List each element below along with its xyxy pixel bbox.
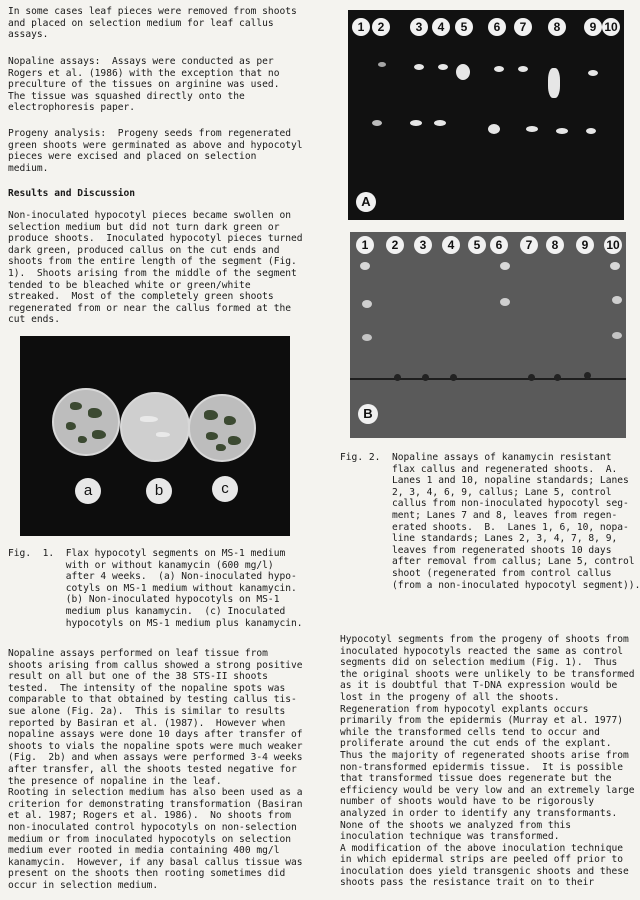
gel-spot	[438, 64, 448, 70]
figure-2-caption: Fig. 2. Nopaline assays of kanamycin resistant flax callus and regenerated shoots. A. Lanes 1 and 10, nopaline standards; Lanes 2, 3, 4, 6, 9, callus; Lane 5, control callus from non-inoculated hypocotyl seg- ment; Lanes 7 and 8, leaves from regen- erated shoots. B. Lanes 1, 6, 10, nopa- line standards; Lanes 2, 3, 4, 7, 8, 9, leaves from regenerated shoots 10 days after removal from callus; Lane 5, control shoot (regenerated from control callus (from a non-inoculated hypocotyl segment)).	[340, 452, 640, 591]
dish-label-c: c	[212, 476, 238, 502]
paragraph-leaf-callus: In some cases leaf pieces were removed from shoots and placed on selection medium for leaf callus assays.	[8, 6, 297, 41]
hypocotyl-segment	[66, 422, 76, 430]
lane-label: 1	[356, 236, 374, 254]
gel-spot	[434, 120, 446, 126]
gel-spot	[488, 124, 500, 134]
gel-spot	[612, 296, 622, 304]
figure-1-photo	[20, 336, 290, 536]
lane-label: 8	[546, 236, 564, 254]
gel-spot	[500, 262, 510, 270]
lane-label: 3	[410, 18, 428, 36]
gel-spot	[586, 128, 596, 134]
paragraph-progeny-analysis: Progeny analysis: Progeny seeds from regenerated green shoots were germinated as above and hypocotyl pieces were excised and placed on selection medium.	[8, 128, 303, 174]
lane-label: 10	[604, 236, 622, 254]
hypocotyl-segment	[70, 402, 82, 410]
hypocotyl-segment	[228, 436, 241, 445]
gel-spot	[610, 262, 620, 270]
gel-spot	[372, 120, 382, 126]
figure-1-caption: Fig. 1. Flax hypocotyl segments on MS-1 medium with or without kanamycin (600 mg/l) after 4 weeks. (a) Non-inoculated hypo- cotyls on MS-1 medium without kanamycin. (b) Non-inoculated hypocotyls on MS-1 medium plus kanamycin. (c) Inoculated hypocotyls on MS-1 medium plus kanamycin.	[8, 548, 303, 629]
panel-label-b: B	[358, 404, 378, 424]
gel-spot	[528, 374, 535, 381]
lane-label: 8	[548, 18, 566, 36]
hypocotyl-segment	[206, 432, 218, 440]
hypocotyl-segment	[88, 408, 102, 418]
lane-label: 7	[514, 18, 532, 36]
gel-panel-b	[350, 232, 626, 438]
paragraph-results-3: Hypocotyl segments from the progeny of shoots from inoculated hypocotyls reacted the same as control segments did on selection medium (Fig. 1). Thus the original shoots were unlikely to be transformed as it is doubtful that T-DNA expression would be lost in the progeny of all the shoots. Regeneration from hypocotyl explants occurs primarily from the epidermis (Murray et al. 1977) while the transformed cells tend to occur and proliferate around the cut ends of the explant. Thus the majority of regenerated shoots arise from non-transformed epidermis tissue. It is possible that transformed tissue does regenerate but the efficiency would be very low and an extremely large number of shoots would have to be rigorously analyzed in order to identify any transformants. None of the shoots we analyzed from this inoculation technique was transformed. A modification of the above inoculation technique in which epidermal strips are peeled off prior to inoculation does yield transgenic shoots and these shoots pass the resistance trait on to their	[340, 634, 635, 889]
lane-label: 1	[352, 18, 370, 36]
gel-spot	[548, 68, 560, 98]
gel-spot	[554, 374, 561, 381]
gel-spot	[518, 66, 528, 72]
gel-spot	[526, 126, 538, 132]
lane-label: 6	[490, 236, 508, 254]
hypocotyl-segment	[78, 436, 87, 443]
hypocotyl-segment	[92, 430, 106, 439]
hypocotyl-segment	[224, 416, 236, 425]
lane-label: 5	[468, 236, 486, 254]
lane-label: 9	[584, 18, 602, 36]
gel-spot	[456, 64, 470, 80]
lane-label: 2	[386, 236, 404, 254]
gel-spot	[450, 374, 457, 381]
gel-spot	[494, 66, 504, 72]
lane-label: 7	[520, 236, 538, 254]
lane-label: 10	[602, 18, 620, 36]
gel-spot	[394, 374, 401, 381]
petri-dish-a	[52, 388, 120, 456]
gel-spot	[422, 374, 429, 381]
gel-spot	[612, 332, 622, 339]
panel-label-a: A	[356, 192, 376, 212]
lane-label: 5	[455, 18, 473, 36]
gel-spot	[556, 128, 568, 134]
lane-label: 3	[414, 236, 432, 254]
lane-label: 9	[576, 236, 594, 254]
petri-dish-c	[188, 394, 256, 462]
gel-spot	[360, 262, 370, 270]
gel-spot	[362, 300, 372, 308]
section-heading-results: Results and Discussion	[8, 188, 136, 199]
paragraph-results-2: Nopaline assays performed on leaf tissue from shoots arising from callus showed a strong positive result on all but one of the 38 STS-II shoots tested. The intensity of the nopaline spots was comparable to that obtained by testing callus tis- sue alone (Fig. 2a). This is similar to results reported by Basiran et al. (1987). However when nopaline assays were done 10 days after transfer of shoots to vials the nopaline spots were much weaker (Fig. 2b) and when assays were performed 3-4 weeks after transfer, all the shoots tested negative for the presence of nopaline in the leaf. Rooting in selection medium has also been used as a criterion for demonstrating transformation (Basiran et al. 1987; Rogers et al. 1986). No shoots from non-inoculated control hypocotyls on non-selection medium or from inoculated hypocotyls on selection medium ever rooted in media containing 400 mg/l kanamycin. However, if any basal callus tissue was present on the shoots then rooting sometimes did occur in selection medium.	[8, 648, 303, 891]
lane-label: 6	[488, 18, 506, 36]
lane-label: 4	[432, 18, 450, 36]
hypocotyl-segment	[216, 444, 226, 451]
lane-label: 2	[372, 18, 390, 36]
petri-dish-b	[120, 392, 190, 462]
gel-spot	[410, 120, 422, 126]
gel-spot	[500, 298, 510, 306]
paragraph-results-1: Non-inoculated hypocotyl pieces became swollen on selection medium but did not turn dark green or produce shoots. Inoculated hypocotyl pieces turned dark green, produced callus on the cut ends and shoots from the entire length of the segment (Fig. 1). Shoots arising from the middle of the segment tended to be bleached white or green/white streaked. Most of the completely green shoots regenerated from or near the callus formed at the cut ends.	[8, 210, 303, 326]
gel-spot	[584, 372, 591, 379]
gel-spot	[588, 70, 598, 76]
paragraph-nopaline-assays: Nopaline assays: Assays were conducted as per Rogers et al. (1986) with the exception that no preculture of the tissues on arginine was used. The tissue was squashed directly onto the electrophoresis paper.	[8, 56, 280, 114]
gel-spot	[378, 62, 386, 67]
lane-label: 4	[442, 236, 460, 254]
hypocotyl-segment	[140, 416, 158, 422]
hypocotyl-segment	[204, 410, 218, 420]
dish-label-a: a	[75, 478, 101, 504]
gel-spot	[414, 64, 424, 70]
gel-spot	[362, 334, 372, 341]
hypocotyl-segment	[156, 432, 170, 437]
dish-label-b: b	[146, 478, 172, 504]
gel-panel-a	[348, 10, 624, 220]
